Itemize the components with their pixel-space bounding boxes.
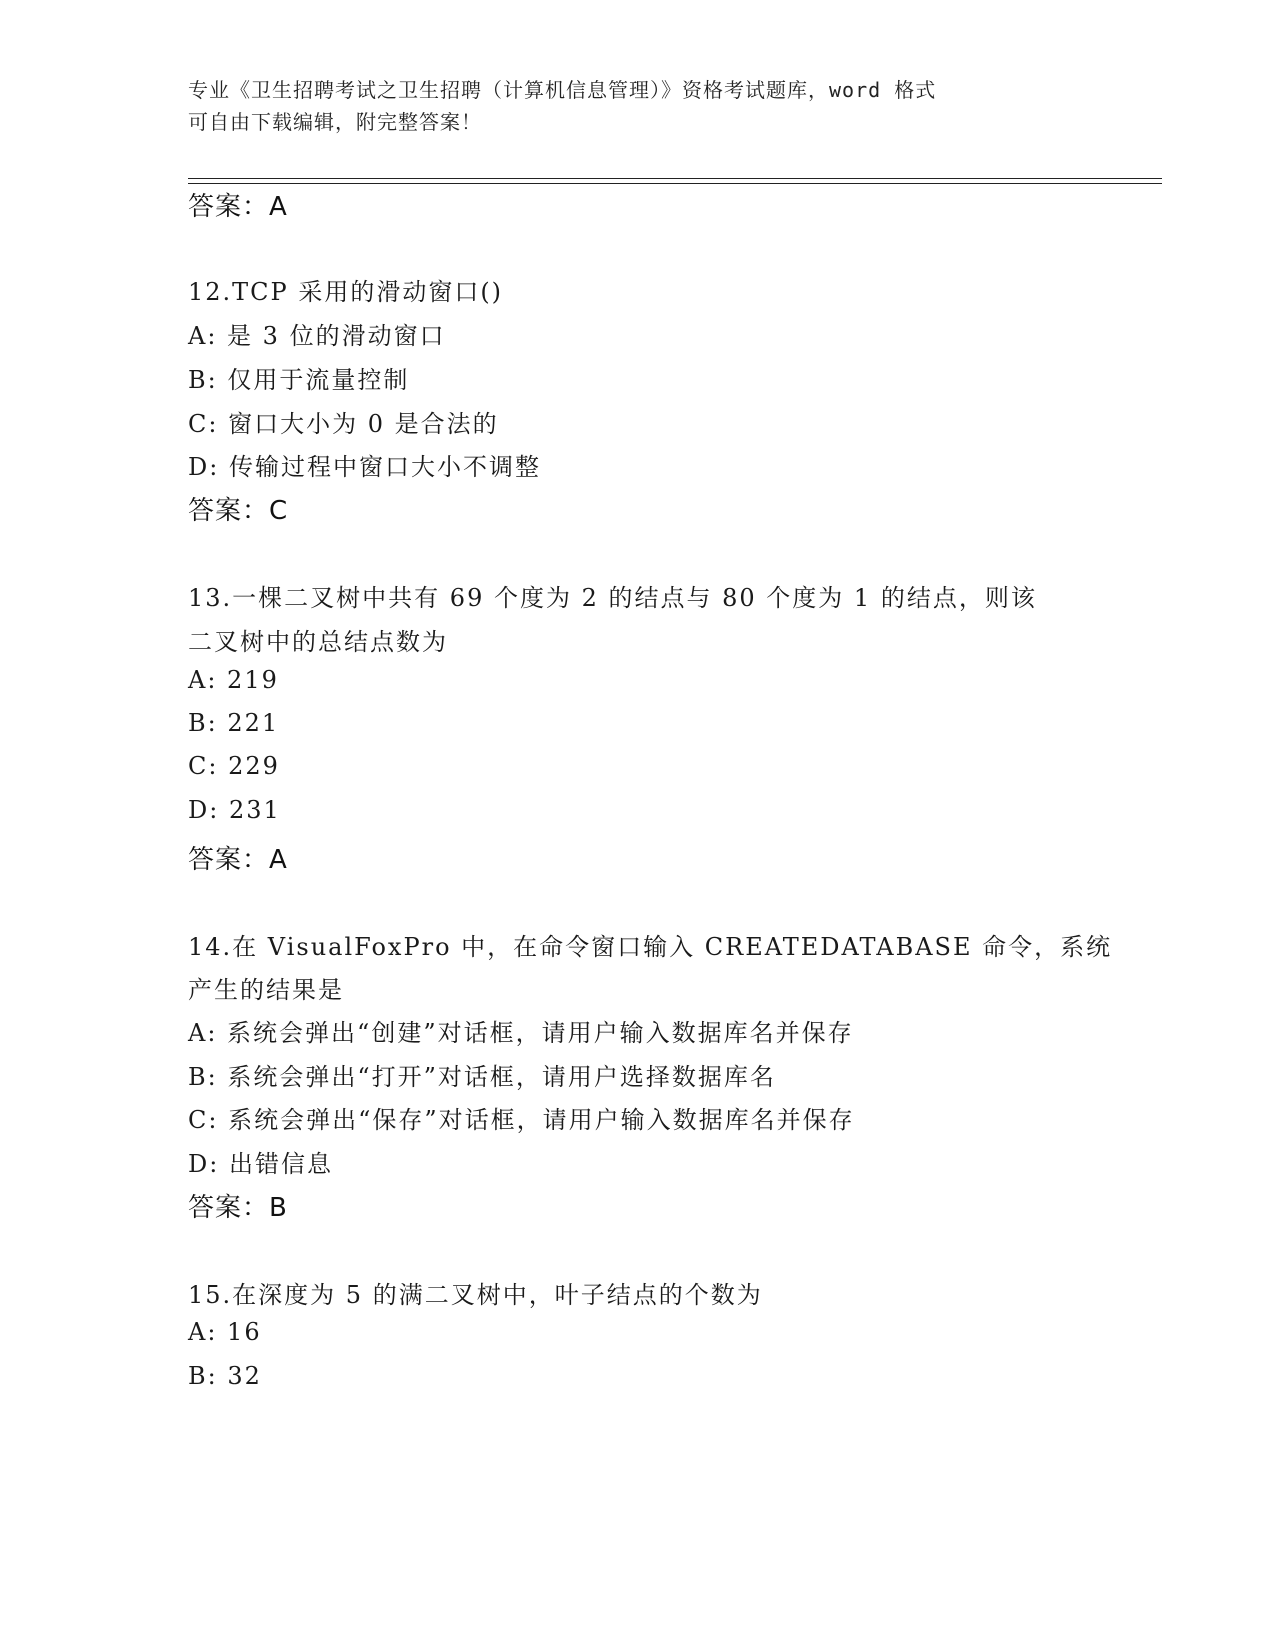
question-14-option-d: D: 出错信息 (188, 1150, 333, 1178)
question-12-option-d: D: 传输过程中窗口大小不调整 (188, 453, 541, 481)
question-14-answer: 答案：B (188, 1193, 288, 1223)
question-12-answer: 答案：C (188, 496, 289, 526)
question-13-answer: 答案：A (188, 845, 288, 875)
header-line-2: 可自由下载编辑，附完整答案！ (188, 110, 482, 134)
question-13-option-c: C: 229 (188, 752, 280, 780)
header-divider-bottom (188, 183, 1162, 184)
question-13-option-d: D: 231 (188, 796, 281, 824)
question-12-option-c: C: 窗口大小为 0 是合法的 (188, 410, 499, 438)
question-15-stem: 15.在深度为 5 的满二叉树中，叶子结点的个数为 (188, 1281, 763, 1309)
document-header (188, 74, 1088, 138)
question-12-option-a: A: 是 3 位的滑动窗口 (188, 322, 446, 350)
question-13-stem-line-2: 二叉树中的总结点数为 (188, 628, 448, 656)
question-14-stem-line-1: 14.在 VisualFoxPro 中，在命令窗口输入 CREATEDATABASE 命令，系统 (188, 933, 1113, 961)
header-line-1: 专业《卫生招聘考试之卫生招聘（计算机信息管理）》资格考试题库，word 格式 (188, 78, 937, 102)
question-15-option-a: A: 16 (188, 1318, 262, 1346)
question-14-stem-line-2: 产生的结果是 (188, 976, 344, 1004)
question-12-option-b: B: 仅用于流量控制 (188, 366, 410, 394)
previous-answer: 答案：A (188, 192, 288, 222)
question-13-stem-line-1: 13.一棵二叉树中共有 69 个度为 2 的结点与 80 个度为 1 的结点，则该 (188, 584, 1037, 612)
question-13-option-a: A: 219 (188, 666, 279, 694)
question-14-option-c: C: 系统会弹出“保存”对话框，请用户输入数据库名并保存 (188, 1106, 855, 1134)
question-14-option-b: B: 系统会弹出“打开”对话框，请用户选择数据库名 (188, 1063, 776, 1091)
question-15-option-b: B: 32 (188, 1362, 262, 1390)
header-divider-top (188, 178, 1162, 179)
question-12-stem: 12.TCP 采用的滑动窗口() (188, 278, 504, 306)
question-13-option-b: B: 221 (188, 709, 280, 737)
question-14-option-a: A: 系统会弹出“创建”对话框，请用户输入数据库名并保存 (188, 1019, 854, 1047)
